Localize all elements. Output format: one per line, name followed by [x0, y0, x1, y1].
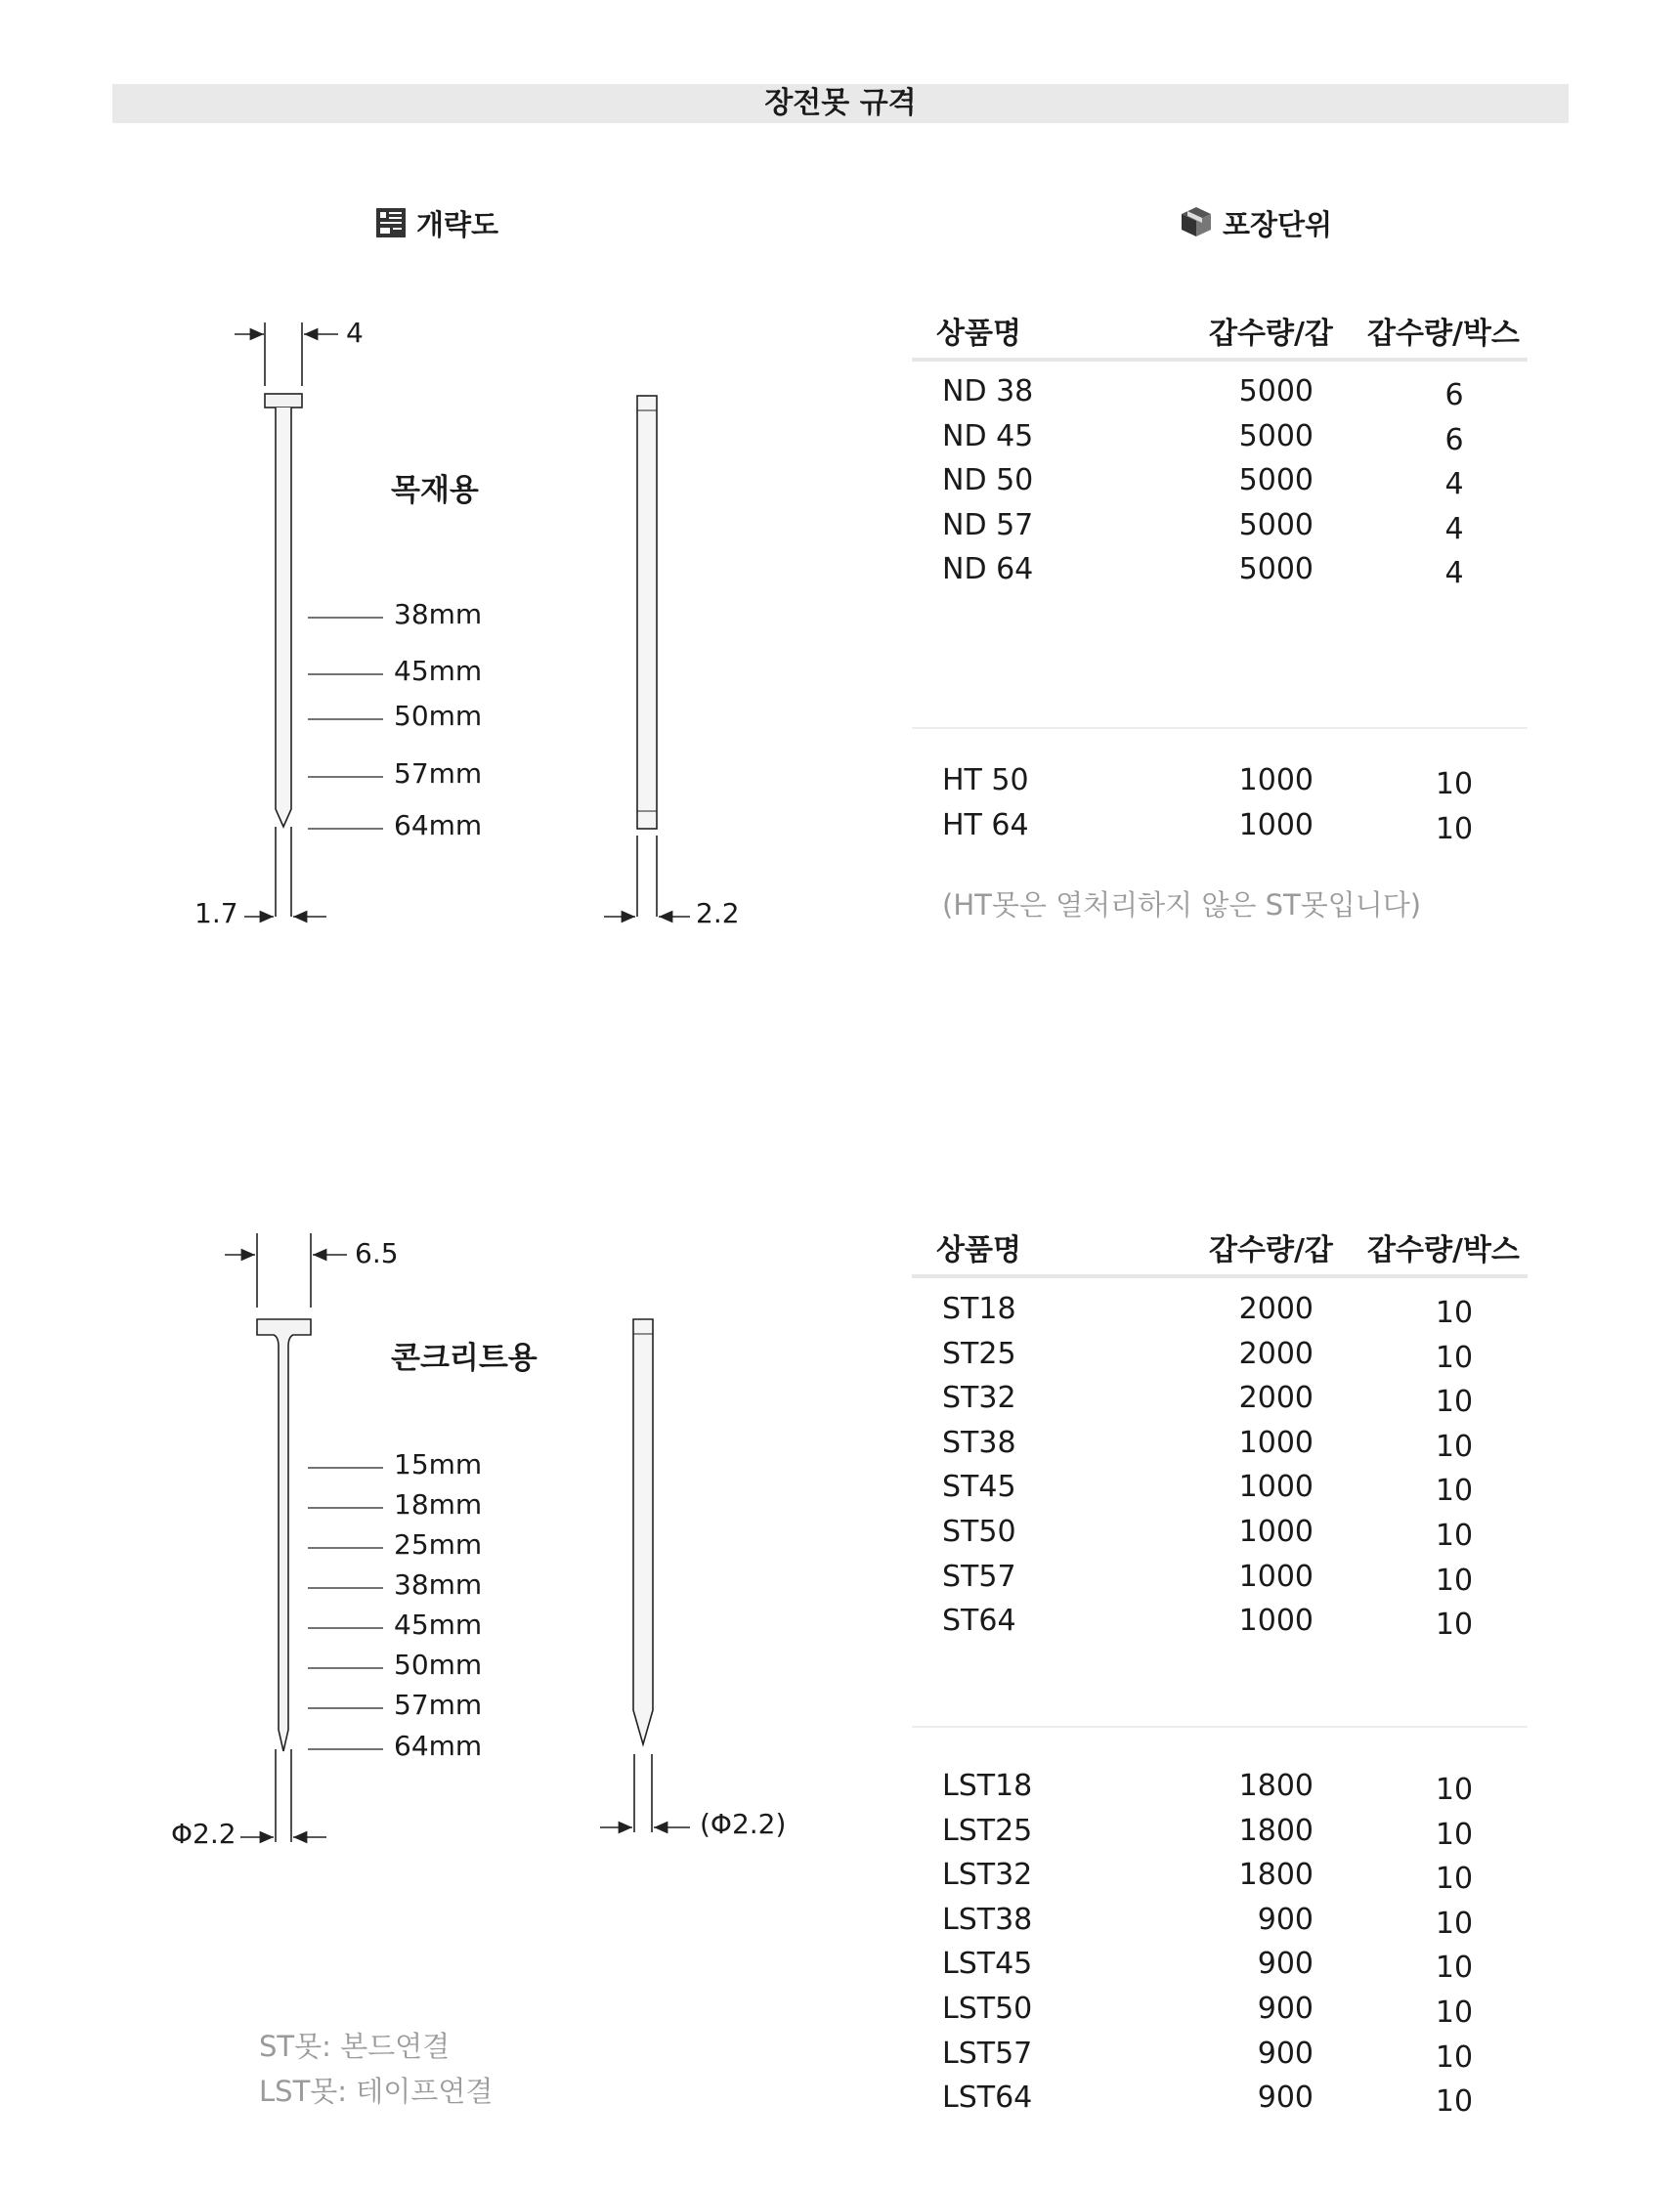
per-box-cell: 10 — [1435, 767, 1474, 801]
table-row — [942, 1381, 1529, 1426]
ht-note: (HT못은 열처리하지 않은 ST못입니다) — [942, 888, 1422, 922]
table1-header-per-box: 갑수량/박스 — [1367, 317, 1520, 351]
table-row — [942, 763, 1529, 808]
per-box-cell: 10 — [1435, 1296, 1474, 1330]
per-pack-cell: 1000 — [1238, 1604, 1314, 1639]
table2-header-name: 상품명 — [936, 1233, 1021, 1267]
per-box-cell: 10 — [1435, 1817, 1474, 1852]
per-pack-cell: 5000 — [1238, 374, 1314, 408]
product-name-cell: ND 45 — [942, 418, 1034, 453]
per-pack-cell: 5000 — [1238, 418, 1314, 453]
per-pack-cell: 1000 — [1238, 1559, 1314, 1594]
product-name-cell: LST25 — [942, 1813, 1033, 1848]
product-name-cell: ST32 — [942, 1381, 1016, 1416]
product-name-cell: LST50 — [942, 1992, 1033, 2026]
per-box-cell: 10 — [1435, 1862, 1474, 1897]
per-pack-cell: 1800 — [1238, 1858, 1314, 1893]
table-row — [942, 1470, 1529, 1515]
lst-note: LST못: 테이프연결 — [259, 2075, 494, 2108]
table-row — [942, 1814, 1529, 1859]
product-name-cell: LST45 — [942, 1947, 1033, 1982]
table-row — [942, 1515, 1529, 1560]
concrete-length-4: 38mm — [394, 1568, 483, 1601]
concrete-length-1: 15mm — [394, 1448, 483, 1481]
product-name-cell: ST50 — [942, 1515, 1016, 1549]
packing-section-label: 포장단위 — [1223, 208, 1333, 241]
product-name-cell: LST32 — [942, 1858, 1033, 1893]
per-box-cell: 6 — [1444, 422, 1464, 457]
st-note: ST못: 본드연결 — [259, 2030, 451, 2063]
table-row — [942, 1992, 1529, 2037]
product-name-cell: ST18 — [942, 1292, 1016, 1326]
table2-group-divider — [912, 1726, 1528, 1728]
product-name-cell: LST64 — [942, 2081, 1033, 2116]
per-pack-cell: 900 — [1257, 1902, 1314, 1937]
wood-nail-label: 목재용 — [391, 473, 479, 508]
product-name-cell: ND 57 — [942, 507, 1034, 542]
per-box-cell: 10 — [1435, 1608, 1474, 1643]
table-row — [942, 1426, 1529, 1471]
per-box-cell: 6 — [1444, 378, 1464, 412]
table-row — [942, 1560, 1529, 1605]
wood-nail-front — [235, 322, 338, 917]
table-row — [942, 2081, 1529, 2125]
per-box-cell: 4 — [1444, 467, 1464, 501]
per-box-cell: 4 — [1444, 511, 1464, 546]
per-pack-cell: 2000 — [1238, 1381, 1314, 1416]
product-name-cell: ND 64 — [942, 552, 1034, 586]
table-row — [942, 1858, 1529, 1903]
product-name-cell: LST18 — [942, 1769, 1033, 1803]
per-pack-cell: 2000 — [1238, 1336, 1314, 1371]
per-box-cell: 10 — [1435, 1385, 1474, 1420]
per-pack-cell: 5000 — [1238, 507, 1314, 542]
product-name-cell: ST38 — [942, 1425, 1016, 1460]
product-name-cell: HT 50 — [942, 763, 1029, 797]
wood-length-3: 50mm — [394, 700, 483, 732]
per-box-cell: 10 — [1435, 811, 1474, 846]
concrete-shank-dia-label: Φ2.2 — [171, 1818, 237, 1850]
per-box-cell: 10 — [1435, 2084, 1474, 2120]
concrete-length-6: 50mm — [394, 1649, 483, 1681]
diagram-section-label: 개략도 — [416, 208, 499, 241]
per-box-cell: 10 — [1435, 1340, 1474, 1375]
table-row — [942, 374, 1529, 419]
per-pack-cell: 1000 — [1238, 1425, 1314, 1460]
per-pack-cell: 1000 — [1238, 807, 1314, 842]
table-row — [942, 1947, 1529, 1992]
product-name-cell: ST45 — [942, 1470, 1016, 1505]
table-row — [942, 1337, 1529, 1382]
wood-side-dia-label: 2.2 — [696, 897, 740, 929]
concrete-nail-front — [225, 1233, 347, 1842]
table1-header-per-pack: 갑수량/갑 — [1209, 317, 1333, 351]
concrete-head-width-label: 6.5 — [355, 1237, 399, 1269]
table-row — [942, 1604, 1529, 1649]
per-pack-cell: 1000 — [1238, 1470, 1314, 1505]
per-pack-cell: 900 — [1257, 2081, 1314, 2116]
per-box-cell: 10 — [1435, 1773, 1474, 1807]
page-title: 장전못 규격 — [112, 84, 1569, 123]
table2-header-per-pack: 갑수량/갑 — [1209, 1233, 1333, 1267]
table-row — [942, 1769, 1529, 1814]
product-name-cell: ST25 — [942, 1336, 1016, 1371]
wood-length-1: 38mm — [394, 598, 483, 630]
product-name-cell: ST64 — [942, 1604, 1016, 1639]
per-pack-cell: 5000 — [1238, 463, 1314, 497]
table2-header-divider — [912, 1274, 1528, 1278]
product-name-cell: LST57 — [942, 2036, 1033, 2071]
wood-length-4: 57mm — [394, 757, 483, 790]
wood-nail-side — [604, 396, 690, 917]
table-row — [942, 463, 1529, 508]
per-box-cell: 4 — [1444, 556, 1464, 590]
per-box-cell: 10 — [1435, 1519, 1474, 1553]
wood-shank-dia-label: 1.7 — [194, 897, 238, 929]
concrete-nail-label: 콘크리트용 — [391, 1341, 538, 1376]
table-row — [942, 1292, 1529, 1337]
per-pack-cell: 900 — [1257, 1992, 1314, 2026]
per-pack-cell: 2000 — [1238, 1292, 1314, 1326]
per-pack-cell: 1000 — [1238, 1515, 1314, 1549]
product-name-cell: HT 64 — [942, 807, 1029, 842]
per-pack-cell: 5000 — [1238, 552, 1314, 586]
per-pack-cell: 900 — [1257, 2036, 1314, 2071]
wood-length-5: 64mm — [394, 809, 483, 841]
table-row — [942, 419, 1529, 464]
concrete-length-8: 64mm — [394, 1730, 483, 1762]
concrete-length-3: 25mm — [394, 1528, 483, 1561]
concrete-length-2: 18mm — [394, 1488, 483, 1521]
table-row — [942, 508, 1529, 553]
table1-header-name: 상품명 — [936, 317, 1021, 351]
per-box-cell: 10 — [1435, 2039, 1474, 2075]
table1-header-divider — [912, 358, 1528, 362]
table-row — [942, 552, 1529, 597]
table-row — [942, 808, 1529, 853]
per-pack-cell: 900 — [1257, 1947, 1314, 1982]
concrete-nail-side — [600, 1319, 690, 1832]
table2-header-per-box: 갑수량/박스 — [1367, 1233, 1520, 1267]
product-name-cell: ST57 — [942, 1559, 1016, 1594]
table-row — [942, 1903, 1529, 1948]
per-box-cell: 10 — [1435, 1951, 1474, 1986]
per-box-cell: 10 — [1435, 1474, 1474, 1509]
concrete-length-7: 57mm — [394, 1689, 483, 1721]
concrete-side-dia-label: (Φ2.2) — [700, 1808, 787, 1840]
per-box-cell: 10 — [1435, 1563, 1474, 1598]
per-pack-cell: 1000 — [1238, 763, 1314, 797]
product-name-cell: LST38 — [942, 1902, 1033, 1937]
per-box-cell: 10 — [1435, 1996, 1474, 2030]
per-pack-cell: 1800 — [1238, 1769, 1314, 1803]
per-box-cell: 10 — [1435, 1429, 1474, 1464]
per-pack-cell: 1800 — [1238, 1813, 1314, 1848]
wood-head-width-label: 4 — [346, 317, 364, 349]
concrete-length-5: 45mm — [394, 1609, 483, 1641]
product-name-cell: ND 50 — [942, 463, 1034, 497]
wood-length-2: 45mm — [394, 655, 483, 687]
table1-group-divider — [912, 727, 1528, 729]
table-row — [942, 2037, 1529, 2082]
product-name-cell: ND 38 — [942, 374, 1034, 408]
per-box-cell: 10 — [1435, 1906, 1474, 1941]
